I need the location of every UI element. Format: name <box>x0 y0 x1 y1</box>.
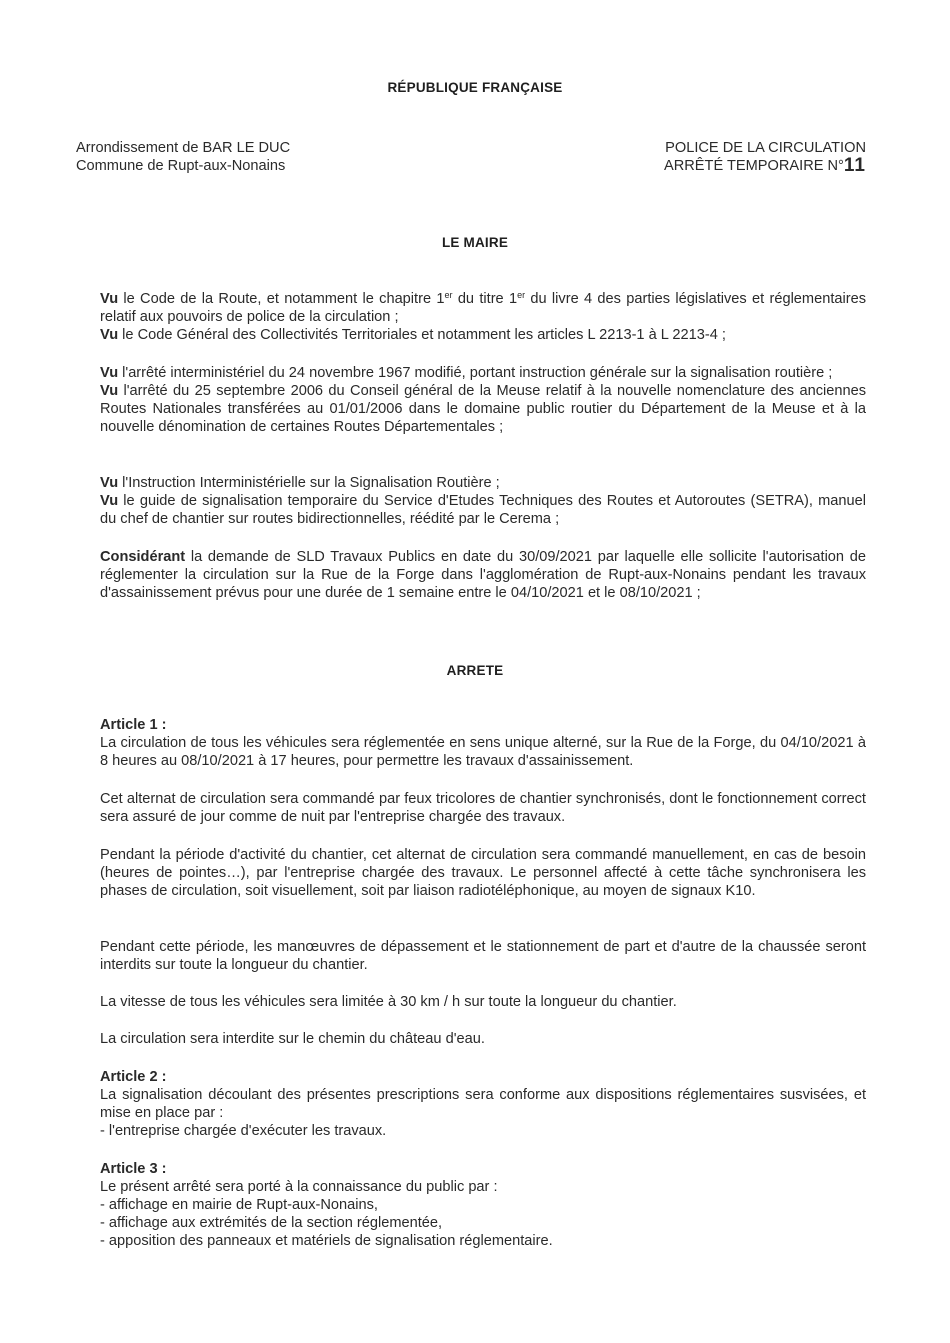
superscript: er <box>517 290 526 300</box>
arrete-number-line <box>664 157 866 175</box>
authority-heading: LE MAIRE <box>441 235 509 250</box>
article-3-list-item: - affichage en mairie de Rupt-aux-Nonains, <box>100 1197 378 1213</box>
visa-lead: Vu <box>100 365 119 381</box>
visas-group-2 <box>100 364 866 436</box>
article-1-paragraph: La vitesse de tous les véhicules sera limitée à 30 km / h sur toute la longueur du chantier. <box>100 994 677 1010</box>
article-3-title: Article 3 : <box>100 1161 167 1177</box>
article-2-paragraph: La signalisation découlant des présentes prescriptions sera conforme aux dispositions réglementaires susvisées, et mise en place par : <box>100 1087 866 1121</box>
arrondissement-line: Arrondissement de BAR LE DUC <box>76 140 291 156</box>
article-1-paragraph: La circulation de tous les véhicules sera réglementée en sens unique alterné, sur la Rue de la Forge, du 04/10/2021 à 8 heures au 08/10/2021 à 17 heures, pour permettre les travaux d'assainissement. <box>100 735 866 769</box>
police-line: POLICE DE LA CIRCULATION <box>665 140 866 156</box>
visa-text: l'arrêté du 25 septembre 2006 du Conseil général de la Meuse relatif à la nouvelle nomenclature des anciennes Routes Nationales transférées au 01/01/2006 dans le domaine public routier du Département de la Meuse et à la nouvelle dénomination de certaines Routes Départementales ; <box>100 383 866 435</box>
visa-text: l'arrêté interministériel du 24 novembre 1967 modifié, portant instruction générale sur la signalisation routière ; <box>118 365 833 381</box>
considerant-text <box>100 548 866 602</box>
article-2 <box>100 1068 866 1140</box>
visa-text: du livre 4 des parties législatives et réglementaires relatif aux pouvoirs de police de la circulation ; <box>100 291 867 325</box>
article-1-block-3 <box>100 846 866 900</box>
visa-setra-guide <box>100 492 866 528</box>
visa-arrete-1967 <box>100 364 866 382</box>
visa-cgct <box>100 326 866 344</box>
considerant-body: la demande de SLD Travaux Publics en date du 30/09/2021 par laquelle elle sollicite l'autorisation de réglementer la circulation sur la Rue de la Forge dans l'agglomération de Rupt-aux-Nonains pendant les travaux d'assainissement prévus pour une durée de 1 semaine entre le 04/10/2021 et le 08/10/2021 ; <box>100 549 866 601</box>
considerant <box>100 548 866 602</box>
visa-arrete-2006 <box>100 382 866 436</box>
visa-lead: Vu <box>100 291 119 307</box>
article-3-list-item: - affichage aux extrémités de la section réglementée, <box>100 1215 443 1231</box>
article-3 <box>100 1160 866 1250</box>
superscript: er <box>444 290 453 300</box>
article-1-paragraph: Pendant cette période, les manœuvres de dépassement et le stationnement de part et d'autre de la chaussée seront interdits sur toute la longueur du chantier. <box>100 939 866 973</box>
visa-text: le Code de la Route, et notamment le chapitre 1 <box>118 291 445 307</box>
visa-text: l'Instruction Interministérielle sur la Signalisation Routière ; <box>118 475 500 491</box>
visa-lead: Vu <box>100 475 119 491</box>
article-2-title: Article 2 : <box>100 1069 167 1085</box>
country-heading: RÉPUBLIQUE FRANÇAISE <box>387 80 563 95</box>
article-3-list-item: - apposition des panneaux et matériels de signalisation réglementaire. <box>100 1233 553 1249</box>
article-1-paragraph: Pendant la période d'activité du chantier, cet alternat de circulation sera commandé manuellement, en cas de besoin (heures de pointes…), par l'entreprise chargée des travaux. Le personnel affecté à cette tâche synchronisera les phases de circulation, soit visuellement, soit par liaison radiotéléphonique, au moyen de signaux K10. <box>100 847 866 899</box>
visa-instruction <box>100 474 866 492</box>
article-1-block-2 <box>100 790 866 826</box>
visa-text: le Code Général des Collectivités Territoriales et notamment les articles L 2213-1 à L 2213-4 ; <box>118 327 726 343</box>
decision-heading: ARRETE <box>446 663 504 678</box>
visa-lead: Vu <box>100 327 119 343</box>
article-2-list-item: - l'entreprise chargée d'exécuter les travaux. <box>100 1123 387 1139</box>
visa-text: du titre 1 <box>452 291 518 307</box>
article-1-title: Article 1 : <box>100 717 167 733</box>
visas-group-1 <box>100 290 866 344</box>
visa-text: le guide de signalisation temporaire du Service d'Etudes Techniques des Routes et Autoroutes (SETRA), manuel du chef de chantier sur routes bidirectionnelles, réédité par le Cerema ; <box>100 493 866 527</box>
administrative-header-left <box>76 139 290 175</box>
considerant-lead: Considérant <box>100 549 186 565</box>
article-3-paragraph: Le présent arrêté sera porté à la connaissance du public par : <box>100 1179 498 1195</box>
arrete-number: 11 <box>843 155 866 176</box>
article-1-paragraph: Cet alternat de circulation sera commandé par feux tricolores de chantier synchronisés, dont le fonctionnement correct sera assuré de jour comme de nuit par l'entreprise chargée des travaux. <box>100 791 866 825</box>
article-1-block-5 <box>100 993 866 1011</box>
commune-line: Commune de Rupt-aux-Nonains <box>76 158 286 174</box>
administrative-header-right <box>664 139 866 175</box>
article-1-block-6 <box>100 1030 866 1048</box>
visa-code-route <box>100 290 866 326</box>
article-1-paragraph: La circulation sera interdite sur le chemin du château d'eau. <box>100 1031 485 1047</box>
article-1-block-4 <box>100 938 866 974</box>
visa-lead: Vu <box>100 383 119 399</box>
arrete-label: ARRÊTÉ TEMPORAIRE N° <box>663 158 844 174</box>
visas-group-3 <box>100 474 866 528</box>
article-1 <box>100 716 866 770</box>
visa-lead: Vu <box>100 493 119 509</box>
